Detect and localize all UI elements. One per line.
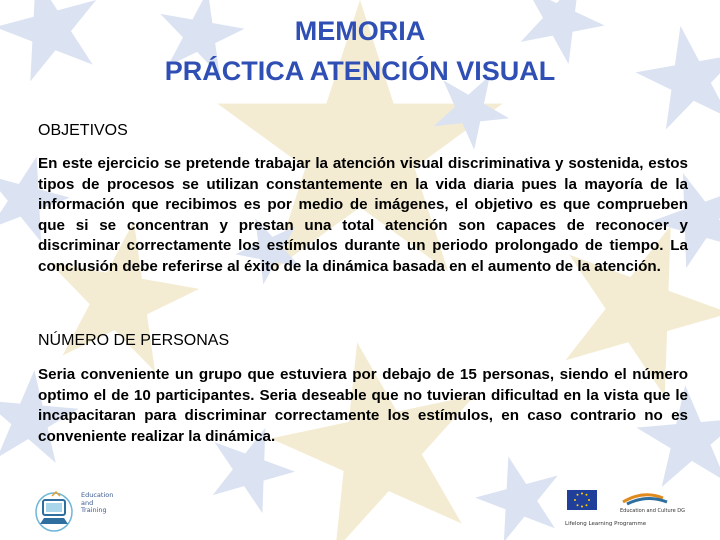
swoosh-icon xyxy=(623,495,667,504)
slide-subtitle: PRÁCTICA ATENCIÓN VISUAL xyxy=(164,56,556,86)
lifelong-learning-label: Lifelong Learning Programme xyxy=(565,521,647,527)
lifelong-learning-logo xyxy=(563,488,683,536)
education-training-logo-text: Education and Training xyxy=(81,491,114,514)
education-culture-label: Education and Culture DG xyxy=(620,508,685,514)
computer-icon xyxy=(34,490,80,534)
education-training-logo xyxy=(34,490,118,534)
section-heading-objetivos: OBJETIVOS xyxy=(38,122,128,139)
section-text-numero-personas: Seria conveniente un grupo que estuviera por debajo de 15 personas, siendo el número optimo el de 10 participantes. Seria deseable que no tuvieran dificultad en la vista que le incapacitaran para discriminar correctamente los estímulos, en caso contrario no es conveniente realizar la dinámica. xyxy=(38,366,688,445)
section-heading-numero-personas: NÚMERO DE PERSONAS xyxy=(38,332,230,349)
eu-flag-icon xyxy=(563,488,683,520)
slide-title: MEMORIA xyxy=(294,16,426,46)
section-text-objetivos: En este ejercicio se pretende trabajar la atención visual discriminativa y sostenida, estos tipos de procesos se utilizan constantemente en la vida diaria pues la mayoría de la información que recibimos es por medio de imágenes, el objetivo es que comprueben que si se concentran y prestan una total atención son capaces de reconocer y discriminar correctamente los estímulos durante un periodo prolongado de tiempo. La conclusión debe referirse al éxito de la dinámica basada en el aumento de la atención. xyxy=(38,155,688,275)
